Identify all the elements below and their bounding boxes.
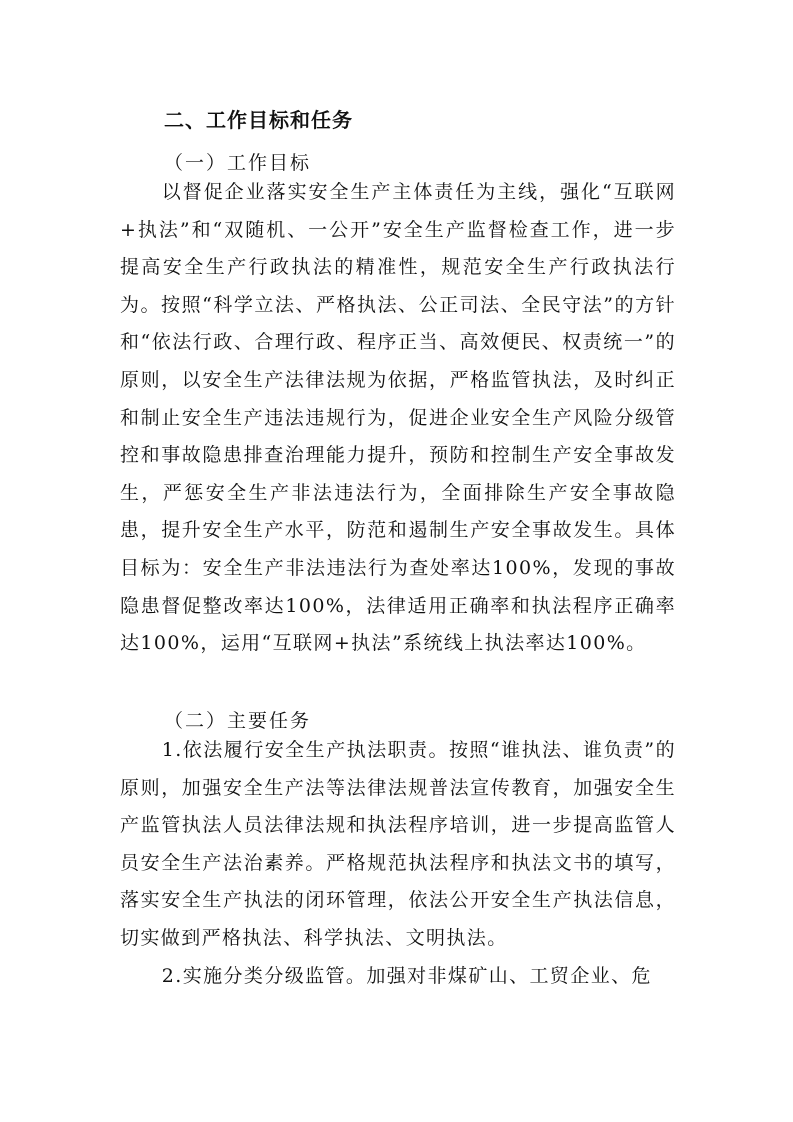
section-title: 二、工作目标和任务 [164, 108, 353, 132]
task-item-2: 2.实施分类分级监管。加强对非煤矿山、工贸企业、危 [161, 965, 652, 987]
goals-heading: （一）工作目标 [164, 152, 312, 174]
goals-paragraph: 以督促企业落实安全生产主体责任为主线，强化“互联网+执法”和“双随机、一公开”安全生产监督检查工作，进一步提高安全生产行政执法的精准性，规范安全生产行政执法行为。按照“科学立法、严格执法、公正司法、全民守法”的方针和“依法行政、合理行政、程序正当、高效便民、权责统一”的原则，以安全生产法律法规为依据，严格监管执法，及时纠正和制止安全生产违法违规行为，促进企业安全生产风险分级管控和事故隐患排查治理能力提升，预防和控制生产安全事故发生，严惩安全生产非法违法行为，全面排除生产安全事故隐患，提升安全生产水平，防范和遏制生产安全事故发生。具体目标为：安全生产非法违法行为查处率达100%，发现的事故隐患督促整改率达100%，法律适用正确率和执法程序正确率达100%，运用“互联网+执法”系统线上执法率达100%。 [120, 181, 676, 655]
task-item-1: 1.依法履行安全生产执法职责。按照“谁执法、谁负责”的原则，加强安全生产法等法律法规普法宣传教育，加强安全生产监管执法人员法律法规和执法程序培训，进一步提高监管人员安全生产法治素养。严格规范执法程序和执法文书的填写，落实安全生产执法的闭环管理，依法公开安全生产执法信息，切实做到严格执法、科学执法、文明执法。 [120, 739, 676, 949]
tasks-heading: （二）主要任务 [164, 710, 312, 732]
